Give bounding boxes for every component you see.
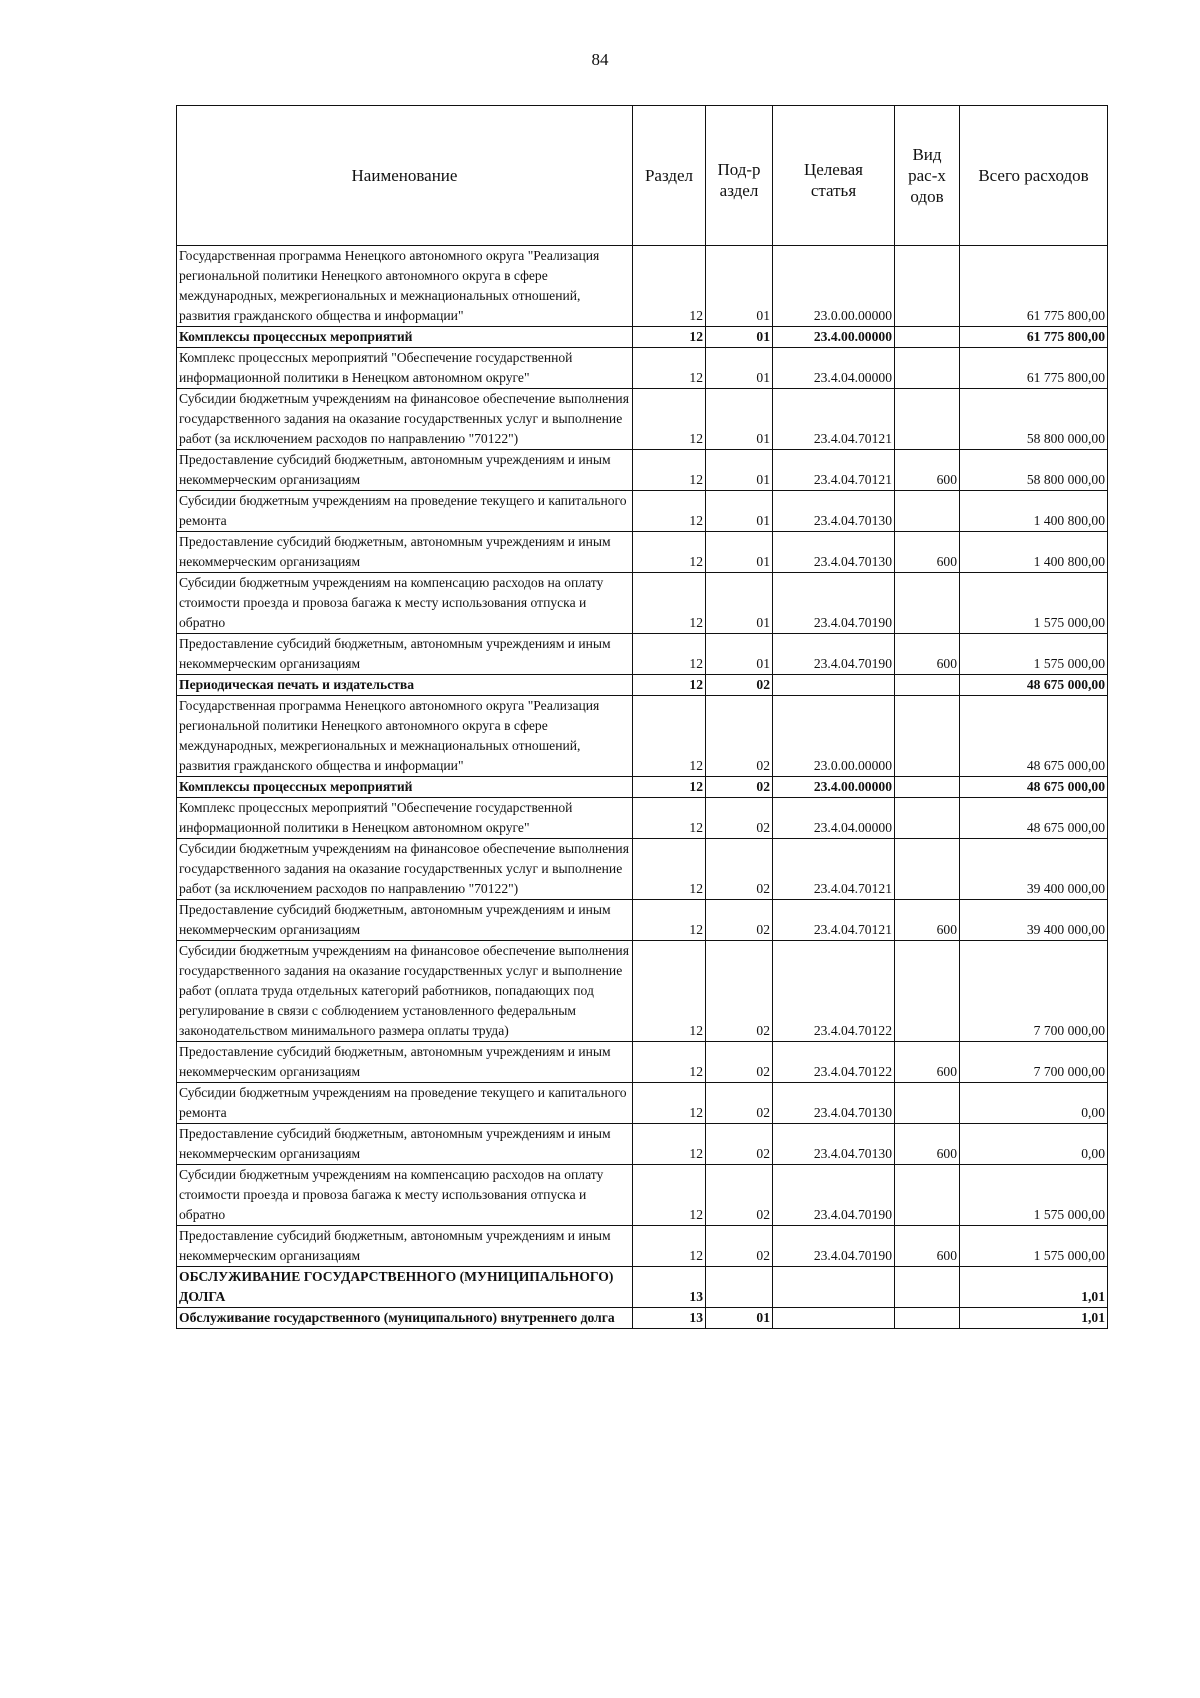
cell-expense-type — [895, 1083, 960, 1124]
table-row — [177, 491, 1108, 532]
cell-section: 12 — [633, 1042, 706, 1083]
cell-subsection: 01 — [706, 389, 773, 450]
cell-expense-type — [895, 777, 960, 798]
cell-name: Обслуживание государственного (муниципального) внутреннего долга — [177, 1308, 633, 1329]
cell-total: 1 400 800,00 — [960, 491, 1108, 532]
cell-name: Субсидии бюджетным учреждениям на финансовое обеспечение выполнения государственного задания на оказание государственных услуг и выполнение работ (за исключением расходов по направлению "70122") — [177, 389, 633, 450]
cell-target-article: 23.4.04.70122 — [773, 941, 895, 1042]
cell-target-article: 23.4.04.70130 — [773, 491, 895, 532]
table-row — [177, 1124, 1108, 1165]
table-row — [177, 1226, 1108, 1267]
page-number: 84 — [591, 50, 609, 69]
cell-name: Государственная программа Ненецкого автономного округа "Реализация региональной политики Ненецкого автономного округа в сфере международных, межрегиональных и межнациональных отношений, развития гражданского общества и информации" — [177, 696, 633, 777]
cell-total: 1,01 — [960, 1267, 1108, 1308]
cell-expense-type — [895, 798, 960, 839]
cell-target-article: 23.4.04.70121 — [773, 389, 895, 450]
cell-total: 61 775 800,00 — [960, 327, 1108, 348]
cell-name: Субсидии бюджетным учреждениям на компенсацию расходов на оплату стоимости проезда и провоза багажа к месту использования отпуска и обратно — [177, 573, 633, 634]
cell-target-article: 23.4.04.70130 — [773, 1083, 895, 1124]
cell-name: Предоставление субсидий бюджетным, автономным учреждениям и иным некоммерческим организациям — [177, 450, 633, 491]
cell-name: Субсидии бюджетным учреждениям на проведение текущего и капитального ремонта — [177, 1083, 633, 1124]
table-row — [177, 777, 1108, 798]
cell-section: 12 — [633, 900, 706, 941]
cell-target-article: 23.4.00.00000 — [773, 777, 895, 798]
cell-total: 58 800 000,00 — [960, 389, 1108, 450]
table-row — [177, 675, 1108, 696]
cell-name: ОБСЛУЖИВАНИЕ ГОСУДАРСТВЕННОГО (МУНИЦИПАЛЬНОГО) ДОЛГА — [177, 1267, 633, 1308]
cell-target-article: 23.4.04.70122 — [773, 1042, 895, 1083]
cell-name: Предоставление субсидий бюджетным, автономным учреждениям и иным некоммерческим организациям — [177, 1124, 633, 1165]
cell-total: 48 675 000,00 — [960, 696, 1108, 777]
cell-section: 12 — [633, 491, 706, 532]
cell-target-article: 23.4.04.70190 — [773, 573, 895, 634]
cell-target-article: 23.4.04.70121 — [773, 450, 895, 491]
cell-section: 12 — [633, 246, 706, 327]
budget-table — [176, 105, 1108, 1329]
cell-target-article: 23.4.04.70190 — [773, 634, 895, 675]
table-row — [177, 1165, 1108, 1226]
cell-total: 1,01 — [960, 1308, 1108, 1329]
cell-subsection: 01 — [706, 532, 773, 573]
table-row — [177, 1083, 1108, 1124]
cell-total: 7 700 000,00 — [960, 1042, 1108, 1083]
cell-expense-type — [895, 491, 960, 532]
cell-expense-type — [895, 675, 960, 696]
cell-subsection: 02 — [706, 1042, 773, 1083]
cell-name: Комплексы процессных мероприятий — [177, 327, 633, 348]
cell-target-article: 23.4.04.70121 — [773, 839, 895, 900]
cell-total: 1 575 000,00 — [960, 634, 1108, 675]
cell-target-article: 23.4.04.70121 — [773, 900, 895, 941]
cell-subsection: 02 — [706, 900, 773, 941]
table-row — [177, 532, 1108, 573]
cell-expense-type: 600 — [895, 1124, 960, 1165]
cell-section: 12 — [633, 1083, 706, 1124]
cell-total: 1 575 000,00 — [960, 573, 1108, 634]
table-row — [177, 327, 1108, 348]
cell-name: Комплекс процессных мероприятий "Обеспечение государственной информационной политики в Ненецком автономном округе" — [177, 798, 633, 839]
cell-section: 13 — [633, 1267, 706, 1308]
cell-section: 12 — [633, 532, 706, 573]
table-row — [177, 450, 1108, 491]
cell-name: Периодическая печать и издательства — [177, 675, 633, 696]
cell-name: Предоставление субсидий бюджетным, автономным учреждениям и иным некоммерческим организациям — [177, 634, 633, 675]
table-row — [177, 573, 1108, 634]
cell-section: 12 — [633, 798, 706, 839]
header-section: Раздел — [633, 106, 706, 246]
header-target-article — [773, 106, 895, 246]
cell-subsection: 02 — [706, 696, 773, 777]
table-row — [177, 348, 1108, 389]
cell-subsection — [706, 1267, 773, 1308]
cell-target-article: 23.4.04.00000 — [773, 798, 895, 839]
cell-total: 58 800 000,00 — [960, 450, 1108, 491]
cell-subsection: 01 — [706, 348, 773, 389]
table-row — [177, 941, 1108, 1042]
cell-section: 12 — [633, 1226, 706, 1267]
table-row — [177, 1308, 1108, 1329]
cell-section: 13 — [633, 1308, 706, 1329]
cell-name: Предоставление субсидий бюджетным, автономным учреждениям и иным некоммерческим организациям — [177, 900, 633, 941]
cell-section: 12 — [633, 389, 706, 450]
cell-name: Комплекс процессных мероприятий "Обеспечение государственной информационной политики в Ненецком автономном округе" — [177, 348, 633, 389]
cell-expense-type: 600 — [895, 900, 960, 941]
header-subsection-label: Под-раздел — [717, 159, 761, 200]
cell-target-article: 23.4.04.70130 — [773, 1124, 895, 1165]
cell-expense-type: 600 — [895, 450, 960, 491]
cell-subsection: 02 — [706, 839, 773, 900]
cell-name: Субсидии бюджетным учреждениям на финансовое обеспечение выполнения государственного задания на оказание государственных услуг и выполнение работ (за исключением расходов по направлению "70122") — [177, 839, 633, 900]
cell-section: 12 — [633, 450, 706, 491]
header-total: Всего расходов — [960, 106, 1108, 246]
table-header-row — [177, 106, 1108, 246]
cell-expense-type — [895, 246, 960, 327]
cell-expense-type — [895, 1308, 960, 1329]
cell-subsection: 02 — [706, 777, 773, 798]
cell-total: 0,00 — [960, 1083, 1108, 1124]
cell-section: 12 — [633, 696, 706, 777]
cell-name: Комплексы процессных мероприятий — [177, 777, 633, 798]
cell-expense-type: 600 — [895, 1042, 960, 1083]
cell-name: Субсидии бюджетным учреждениям на финансовое обеспечение выполнения государственного задания на оказание государственных услуг и выполнение работ (оплата труда отдельных категорий работников, попадающих под регулирование в связи с соблюдением установленного федеральным законодательством минимального размера оплаты труда) — [177, 941, 633, 1042]
cell-section: 12 — [633, 839, 706, 900]
cell-subsection: 02 — [706, 1165, 773, 1226]
cell-subsection: 02 — [706, 1226, 773, 1267]
cell-total: 39 400 000,00 — [960, 900, 1108, 941]
cell-subsection: 01 — [706, 246, 773, 327]
cell-target-article: 23.4.04.70130 — [773, 532, 895, 573]
cell-total: 61 775 800,00 — [960, 348, 1108, 389]
cell-expense-type — [895, 941, 960, 1042]
cell-target-article — [773, 1267, 895, 1308]
table-row — [177, 634, 1108, 675]
cell-subsection: 01 — [706, 491, 773, 532]
cell-section: 12 — [633, 327, 706, 348]
cell-target-article: 23.0.00.00000 — [773, 696, 895, 777]
table-row — [177, 246, 1108, 327]
cell-total: 48 675 000,00 — [960, 777, 1108, 798]
table-row — [177, 798, 1108, 839]
header-subsection — [706, 106, 773, 246]
table-row — [177, 1042, 1108, 1083]
cell-expense-type — [895, 839, 960, 900]
cell-total: 1 575 000,00 — [960, 1165, 1108, 1226]
cell-target-article — [773, 1308, 895, 1329]
cell-total: 1 575 000,00 — [960, 1226, 1108, 1267]
cell-name: Субсидии бюджетным учреждениям на компенсацию расходов на оплату стоимости проезда и провоза багажа к месту использования отпуска и обратно — [177, 1165, 633, 1226]
table-row — [177, 389, 1108, 450]
cell-subsection: 02 — [706, 1083, 773, 1124]
cell-expense-type — [895, 348, 960, 389]
cell-section: 12 — [633, 777, 706, 798]
table-row — [177, 696, 1108, 777]
header-expense-type — [895, 106, 960, 246]
table-row — [177, 900, 1108, 941]
table-body — [177, 246, 1108, 1329]
cell-subsection: 02 — [706, 941, 773, 1042]
cell-target-article — [773, 675, 895, 696]
cell-expense-type: 600 — [895, 1226, 960, 1267]
cell-expense-type — [895, 696, 960, 777]
cell-name: Предоставление субсидий бюджетным, автономным учреждениям и иным некоммерческим организациям — [177, 1042, 633, 1083]
cell-total: 39 400 000,00 — [960, 839, 1108, 900]
cell-expense-type: 600 — [895, 634, 960, 675]
cell-expense-type — [895, 1267, 960, 1308]
cell-name: Предоставление субсидий бюджетным, автономным учреждениям и иным некоммерческим организациям — [177, 532, 633, 573]
cell-subsection: 01 — [706, 634, 773, 675]
cell-subsection: 01 — [706, 327, 773, 348]
cell-name: Государственная программа Ненецкого автономного округа "Реализация региональной политики Ненецкого автономного округа в сфере международных, межрегиональных и межнациональных отношений, развития гражданского общества и информации" — [177, 246, 633, 327]
cell-subsection: 01 — [706, 573, 773, 634]
cell-section: 12 — [633, 675, 706, 696]
cell-subsection: 02 — [706, 798, 773, 839]
cell-total: 7 700 000,00 — [960, 941, 1108, 1042]
cell-subsection: 02 — [706, 1124, 773, 1165]
cell-target-article: 23.4.04.00000 — [773, 348, 895, 389]
cell-expense-type — [895, 389, 960, 450]
table-row — [177, 839, 1108, 900]
cell-target-article: 23.0.00.00000 — [773, 246, 895, 327]
cell-section: 12 — [633, 573, 706, 634]
header-name: Наименование — [177, 106, 633, 246]
cell-expense-type: 600 — [895, 532, 960, 573]
cell-subsection: 01 — [706, 450, 773, 491]
cell-target-article: 23.4.04.70190 — [773, 1165, 895, 1226]
cell-section: 12 — [633, 941, 706, 1042]
cell-subsection: 01 — [706, 1308, 773, 1329]
cell-section: 12 — [633, 1165, 706, 1226]
cell-total: 48 675 000,00 — [960, 675, 1108, 696]
cell-total: 48 675 000,00 — [960, 798, 1108, 839]
cell-name: Предоставление субсидий бюджетным, автономным учреждениям и иным некоммерческим организациям — [177, 1226, 633, 1267]
header-expense-type-label: Вид рас-ходов — [908, 145, 946, 206]
cell-total: 0,00 — [960, 1124, 1108, 1165]
cell-section: 12 — [633, 1124, 706, 1165]
table-row — [177, 1267, 1108, 1308]
cell-name: Субсидии бюджетным учреждениям на проведение текущего и капитального ремонта — [177, 491, 633, 532]
cell-expense-type — [895, 573, 960, 634]
cell-target-article: 23.4.00.00000 — [773, 327, 895, 348]
cell-target-article: 23.4.04.70190 — [773, 1226, 895, 1267]
cell-total: 61 775 800,00 — [960, 246, 1108, 327]
cell-subsection: 02 — [706, 675, 773, 696]
header-target-article-label: Целевая статья — [803, 159, 864, 200]
cell-expense-type — [895, 327, 960, 348]
cell-total: 1 400 800,00 — [960, 532, 1108, 573]
cell-section: 12 — [633, 348, 706, 389]
cell-section: 12 — [633, 634, 706, 675]
cell-expense-type — [895, 1165, 960, 1226]
